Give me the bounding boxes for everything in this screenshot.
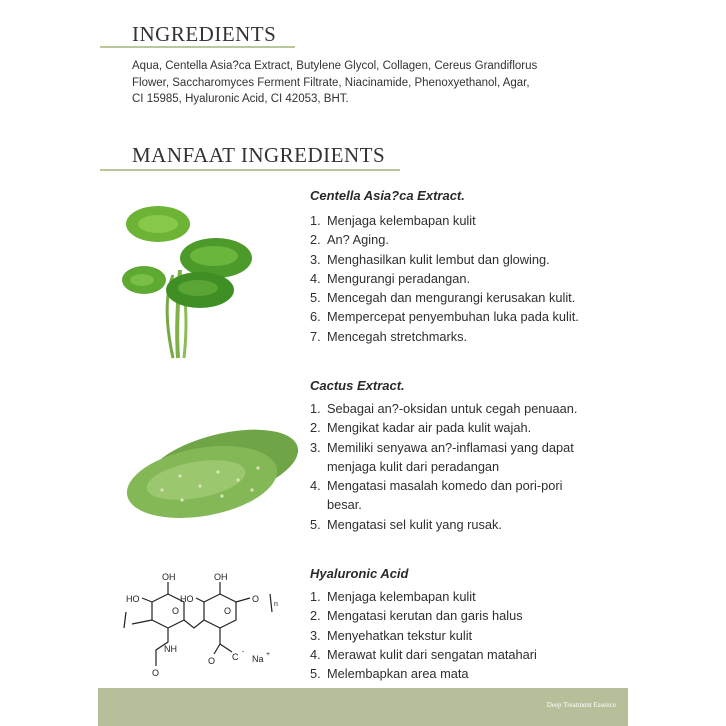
cactus-benefits-list	[310, 399, 577, 534]
ingredients-line: Flower, Saccharomyces Ferment Filtrate, Niacinamide, Phenoxyethanol, Agar,	[132, 76, 530, 89]
list-item: 5. Melembapkan area mata	[310, 666, 469, 682]
molecule-label: OH	[214, 572, 228, 582]
list-item: 3. Menghasilkan kulit lembut dan glowing.	[310, 251, 550, 267]
hyaluronic-molecule-diagram	[118, 572, 288, 682]
hyaluronic-title: Hyaluronic Acid	[310, 566, 409, 581]
molecule-label: O	[252, 594, 260, 604]
centella-leaf-illustration	[118, 200, 258, 360]
molecule-label: O	[208, 656, 216, 666]
list-item: 5. Mengatasi sel kulit yang rusak.	[310, 516, 502, 532]
molecule-label: HO	[180, 594, 194, 604]
ingredients-list	[132, 58, 612, 108]
list-item: 6. Mempercepat penyembuhan luka pada kulit.	[310, 309, 579, 325]
list-item-continuation: menjaga kulit dari peradangan	[327, 458, 500, 474]
centella-title: Centella Asia?ca Extract.	[310, 188, 465, 203]
molecule-label: Na	[252, 654, 264, 664]
list-item: 4. Mengatasi masalah komedo dan pori-pori besar.	[310, 476, 577, 515]
list-item: 4. Merawat kulit dari sengatan matahari	[310, 646, 537, 662]
cactus-pad-illustration	[122, 420, 302, 530]
cactus-title: Cactus Extract.	[310, 378, 405, 393]
centella-benefits-list	[310, 211, 579, 346]
list-item: 2. Mengatasi kerutan dan garis halus	[310, 608, 523, 624]
list-item: 2. Mengikat kadar air pada kulit wajah.	[310, 420, 532, 436]
molecule-label: O	[224, 606, 232, 616]
manfaat-rule	[100, 169, 400, 171]
molecule-label: O	[172, 606, 180, 616]
molecule-label: C	[232, 652, 239, 662]
molecule-label: O	[152, 668, 160, 678]
molecule-label: +	[266, 651, 271, 658]
list-item: 3. Menyehatkan tekstur kulit	[310, 627, 473, 643]
list-item: 3. Memiliki senyawa an?-inflamasi yang dapat menjaga kulit dari peradangan	[310, 438, 577, 477]
ingredients-line: CI 15985, Hyaluronic Acid, CI 42053, BHT.	[132, 93, 349, 105]
list-item: 1. Menjaga kelembapan kulit	[310, 589, 476, 604]
list-item: 1. Menjaga kelembapan kulit	[310, 213, 476, 228]
molecule-label: OH	[162, 572, 176, 582]
ingredients-rule	[100, 46, 295, 48]
molecule-label: n	[274, 601, 278, 608]
molecule-label: HO	[126, 594, 140, 604]
ingredients-heading: INGREDIENTS	[132, 22, 277, 46]
list-item-continuation: besar.	[327, 497, 362, 513]
list-item: 2. An? Aging.	[310, 232, 389, 248]
list-item: 7. Mencegah stretchmarks.	[310, 328, 468, 344]
footer-bar	[98, 688, 628, 726]
list-item: 4. Mengurangi peradangan.	[310, 270, 471, 286]
list-item: 5. Mencegah dan mengurangi kerusakan kulit.	[310, 290, 576, 306]
ingredients-line: Aqua, Centella Asia?ca Extract, Butylene Glycol, Collagen, Cereus Grandiflorus	[132, 60, 538, 72]
molecule-label: -	[242, 649, 245, 656]
list-item: 1. Sebagai an?-oksidan untuk cegah penuaan.	[310, 401, 578, 416]
molecule-label: NH	[164, 644, 177, 654]
manfaat-heading: MANFAAT INGREDIENTS	[132, 143, 386, 167]
hyaluronic-benefits-list	[310, 587, 537, 683]
footer-text: Deep Treatment Essence	[546, 701, 616, 709]
